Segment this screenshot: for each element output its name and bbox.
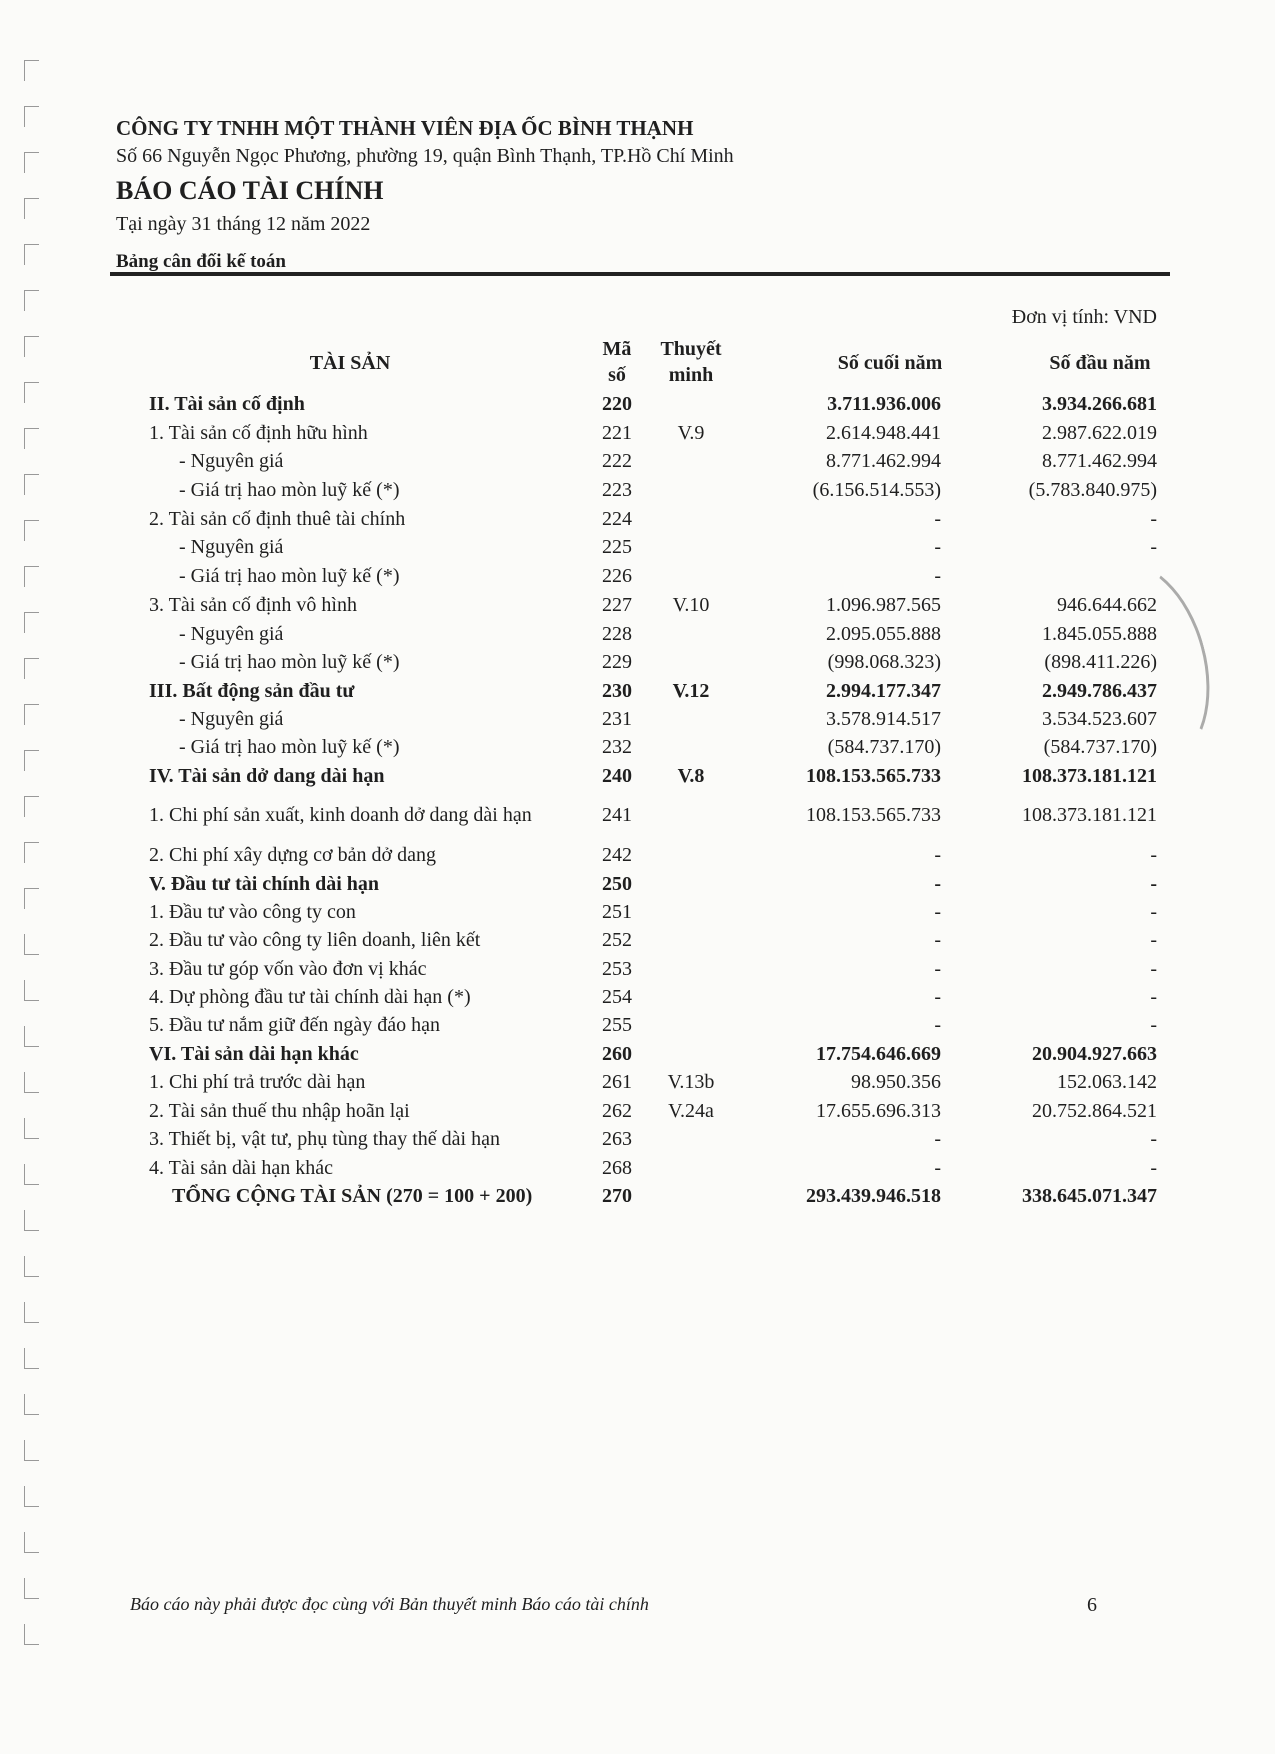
col-header-code-line2: số xyxy=(608,364,626,386)
row-end-year-value: - xyxy=(934,844,941,866)
binder-hole xyxy=(24,1348,39,1369)
binder-hole xyxy=(24,244,39,265)
row-label: 1. Đầu tư vào công ty con xyxy=(149,901,356,923)
table-row xyxy=(0,1157,1275,1185)
row-label: 3. Đầu tư góp vốn vào đơn vị khác xyxy=(149,958,427,980)
row-end-year-value: - xyxy=(934,901,941,923)
row-label: - Nguyên giá xyxy=(179,536,284,558)
row-end-year-value: 108.153.565.733 xyxy=(806,804,941,826)
row-code: 221 xyxy=(602,422,632,444)
table-row xyxy=(0,986,1275,1014)
table-row xyxy=(0,1043,1275,1071)
table-row xyxy=(0,1185,1275,1213)
row-start-year-value: 1.845.055.888 xyxy=(1042,623,1157,645)
row-label: 2. Tài sản cố định thuê tài chính xyxy=(149,508,406,530)
binder-hole xyxy=(24,60,39,81)
col-header-note xyxy=(646,336,736,388)
table-row xyxy=(0,929,1275,957)
col-header-start-year: Số đầu năm xyxy=(1049,352,1151,374)
row-label: TỔNG CỘNG TÀI SẢN (270 = 100 + 200) xyxy=(172,1185,533,1207)
row-label: III. Bất động sản đầu tư xyxy=(149,680,355,702)
binder-hole xyxy=(24,336,39,357)
table-row xyxy=(0,844,1275,872)
row-code: 220 xyxy=(602,393,632,415)
table-row xyxy=(0,623,1275,651)
row-end-year-value: (584.737.170) xyxy=(827,736,941,758)
row-end-year-value: - xyxy=(934,565,941,587)
row-end-year-value: 293.439.946.518 xyxy=(806,1185,941,1207)
row-label: 2. Đầu tư vào công ty liên doanh, liên kết xyxy=(149,929,481,951)
report-date: Tại ngày 31 tháng 12 năm 2022 xyxy=(116,213,371,235)
table-row xyxy=(0,736,1275,764)
row-code: 230 xyxy=(602,680,632,702)
row-code: 222 xyxy=(602,450,632,472)
row-note: V.13b xyxy=(667,1071,715,1093)
row-end-year-value: - xyxy=(934,873,941,895)
footer-note: Báo cáo này phải được đọc cùng với Bản thuyết minh Báo cáo tài chính xyxy=(130,1594,649,1614)
row-end-year-value: - xyxy=(934,986,941,1008)
row-start-year-value: 3.934.266.681 xyxy=(1042,393,1157,415)
table-row xyxy=(0,536,1275,564)
row-label: 1. Chi phí trả trước dài hạn xyxy=(149,1071,366,1093)
col-header-end-year: Số cuối năm xyxy=(837,352,943,374)
row-label: - Nguyên giá xyxy=(179,623,284,645)
row-note: V.9 xyxy=(677,422,705,444)
row-start-year-value: 20.752.864.521 xyxy=(1032,1100,1157,1122)
row-end-year-value: 3.578.914.517 xyxy=(826,708,941,730)
row-end-year-value: 8.771.462.994 xyxy=(826,450,941,472)
row-label: - Nguyên giá xyxy=(179,708,284,730)
table-row xyxy=(0,422,1275,450)
col-header-code xyxy=(587,336,647,388)
row-start-year-value: - xyxy=(1150,873,1157,895)
header-divider xyxy=(110,272,1170,276)
table-row xyxy=(0,901,1275,929)
row-start-year-value: 3.534.523.607 xyxy=(1042,708,1157,730)
binder-hole xyxy=(24,1486,39,1507)
row-end-year-value: 1.096.987.565 xyxy=(826,594,941,616)
table-row xyxy=(0,873,1275,901)
row-end-year-value: 108.153.565.733 xyxy=(806,765,941,787)
table-row xyxy=(0,1071,1275,1099)
binder-hole xyxy=(24,1440,39,1461)
page-number: 6 xyxy=(1087,1594,1097,1616)
row-start-year-value: 2.987.622.019 xyxy=(1042,422,1157,444)
row-end-year-value: (6.156.514.553) xyxy=(812,479,941,501)
table-row xyxy=(0,680,1275,708)
row-code: 223 xyxy=(602,479,632,501)
row-code: 228 xyxy=(602,623,632,645)
row-start-year-value: - xyxy=(1150,901,1157,923)
row-label: V. Đầu tư tài chính dài hạn xyxy=(149,873,380,895)
row-end-year-value: - xyxy=(934,508,941,530)
row-start-year-value: - xyxy=(1150,536,1157,558)
row-end-year-value: 17.754.646.669 xyxy=(816,1043,941,1065)
binder-hole xyxy=(24,198,39,219)
company-address: Số 66 Nguyễn Ngọc Phương, phường 19, quận Bình Thạnh, TP.Hồ Chí Minh xyxy=(116,145,734,167)
row-end-year-value: 3.711.936.006 xyxy=(827,393,941,415)
row-end-year-value: - xyxy=(934,1014,941,1036)
company-name: CÔNG TY TNHH MỘT THÀNH VIÊN ĐỊA ỐC BÌNH THẠNH xyxy=(116,116,694,140)
row-start-year-value: - xyxy=(1150,929,1157,951)
row-start-year-value: 108.373.181.121 xyxy=(1022,804,1157,826)
row-note: V.24a xyxy=(668,1100,714,1122)
row-start-year-value: - xyxy=(1150,844,1157,866)
row-code: 270 xyxy=(602,1185,632,1207)
row-label: 5. Đầu tư nắm giữ đến ngày đáo hạn xyxy=(149,1014,441,1036)
table-row xyxy=(0,1014,1275,1042)
binder-hole xyxy=(24,1532,39,1553)
table-row xyxy=(0,508,1275,536)
sheet-title: Bảng cân đối kế toán xyxy=(116,251,286,272)
row-start-year-value: (898.411.226) xyxy=(1044,651,1157,673)
col-header-note-line2: minh xyxy=(668,364,714,386)
row-label: - Giá trị hao mòn luỹ kế (*) xyxy=(179,565,400,587)
row-label: IV. Tài sản dở dang dài hạn xyxy=(149,765,385,787)
table-row xyxy=(0,708,1275,736)
row-label: 4. Dự phòng đầu tư tài chính dài hạn (*) xyxy=(149,986,471,1008)
table-row xyxy=(0,393,1275,421)
row-label: 2. Tài sản thuế thu nhập hoãn lại xyxy=(149,1100,410,1122)
row-start-year-value: 108.373.181.121 xyxy=(1022,765,1157,787)
row-end-year-value: - xyxy=(934,1128,941,1150)
table-row xyxy=(0,765,1275,793)
binder-hole xyxy=(24,1624,39,1645)
row-label: 3. Thiết bị, vật tư, phụ tùng thay thế dài hạn xyxy=(149,1128,500,1150)
binder-hole xyxy=(24,290,39,311)
col-header-note-line1: Thuyết xyxy=(660,338,722,360)
row-end-year-value: - xyxy=(934,958,941,980)
table-row xyxy=(0,594,1275,622)
row-label: - Giá trị hao mòn luỹ kế (*) xyxy=(179,736,400,758)
row-label: 1. Tài sản cố định hữu hình xyxy=(149,422,368,444)
table-row xyxy=(0,450,1275,478)
row-code: 225 xyxy=(602,536,632,558)
row-code: 229 xyxy=(602,651,632,673)
col-header-asset: TÀI SẢN xyxy=(309,352,391,374)
row-start-year-value: 20.904.927.663 xyxy=(1032,1043,1157,1065)
row-code: 253 xyxy=(602,958,632,980)
row-end-year-value: - xyxy=(934,929,941,951)
row-end-year-value: - xyxy=(934,536,941,558)
table-row xyxy=(0,1128,1275,1156)
row-code: 268 xyxy=(602,1157,632,1179)
row-code: 232 xyxy=(602,736,632,758)
table-row xyxy=(0,651,1275,679)
row-start-year-value: 2.949.786.437 xyxy=(1042,680,1157,702)
row-code: 263 xyxy=(602,1128,632,1150)
row-start-year-value: - xyxy=(1150,508,1157,530)
row-code: 251 xyxy=(602,901,632,923)
binder-hole xyxy=(24,1578,39,1599)
row-code: 250 xyxy=(602,873,632,895)
row-code: 242 xyxy=(602,844,632,866)
row-code: 262 xyxy=(602,1100,632,1122)
row-start-year-value: - xyxy=(1150,1014,1157,1036)
table-row xyxy=(0,479,1275,507)
row-note: V.8 xyxy=(677,765,705,787)
row-start-year-value: - xyxy=(1150,958,1157,980)
row-label: - Giá trị hao mòn luỹ kế (*) xyxy=(179,651,400,673)
row-end-year-value: - xyxy=(934,1157,941,1179)
row-code: 241 xyxy=(602,804,632,826)
row-start-year-value: (5.783.840.975) xyxy=(1028,479,1157,501)
row-start-year-value: 152.063.142 xyxy=(1057,1071,1157,1093)
row-start-year-value: 338.645.071.347 xyxy=(1022,1185,1157,1207)
row-code: 224 xyxy=(602,508,632,530)
binder-hole xyxy=(24,1394,39,1415)
row-note: V.12 xyxy=(672,680,710,702)
row-code: 255 xyxy=(602,1014,632,1036)
row-start-year-value: - xyxy=(1150,1128,1157,1150)
col-header-code-line1: Mã xyxy=(602,338,632,360)
binder-hole xyxy=(24,106,39,127)
row-note: V.10 xyxy=(672,594,710,616)
currency-unit: Đơn vị tính: VND xyxy=(1011,306,1157,328)
row-label: VI. Tài sản dài hạn khác xyxy=(149,1043,359,1065)
report-title: BÁO CÁO TÀI CHÍNH xyxy=(116,176,384,205)
row-label: II. Tài sản cố định xyxy=(149,393,305,415)
row-code: 227 xyxy=(602,594,632,616)
row-start-year-value: 946.644.662 xyxy=(1057,594,1157,616)
row-code: 254 xyxy=(602,986,632,1008)
row-end-year-value: 17.655.696.313 xyxy=(816,1100,941,1122)
row-label: - Giá trị hao mòn luỹ kế (*) xyxy=(179,479,400,501)
row-start-year-value: 8.771.462.994 xyxy=(1042,450,1157,472)
row-label: 3. Tài sản cố định vô hình xyxy=(149,594,357,616)
row-code: 261 xyxy=(602,1071,632,1093)
binder-hole xyxy=(24,1256,39,1277)
row-start-year-value: - xyxy=(1150,986,1157,1008)
table-row xyxy=(0,565,1275,593)
row-code: 240 xyxy=(602,765,632,787)
row-end-year-value: 2.614.948.441 xyxy=(826,422,941,444)
table-row xyxy=(0,958,1275,986)
row-label: - Nguyên giá xyxy=(179,450,284,472)
binder-hole xyxy=(24,1302,39,1323)
row-label: 1. Chi phí sản xuất, kinh doanh dở dang dài hạn xyxy=(149,804,532,826)
row-code: 226 xyxy=(602,565,632,587)
table-row xyxy=(0,804,1275,832)
row-code: 260 xyxy=(602,1043,632,1065)
row-label: 4. Tài sản dài hạn khác xyxy=(149,1157,334,1179)
binder-hole xyxy=(24,152,39,173)
row-end-year-value: 98.950.356 xyxy=(851,1071,941,1093)
row-start-year-value: (584.737.170) xyxy=(1043,736,1157,758)
row-start-year-value: - xyxy=(1150,1157,1157,1179)
row-code: 252 xyxy=(602,929,632,951)
row-end-year-value: (998.068.323) xyxy=(827,651,941,673)
row-label: 2. Chi phí xây dựng cơ bản dở dang xyxy=(149,844,436,866)
binder-hole xyxy=(24,1210,39,1231)
row-end-year-value: 2.095.055.888 xyxy=(826,623,941,645)
table-row xyxy=(0,1100,1275,1128)
row-end-year-value: 2.994.177.347 xyxy=(826,680,941,702)
row-code: 231 xyxy=(602,708,632,730)
